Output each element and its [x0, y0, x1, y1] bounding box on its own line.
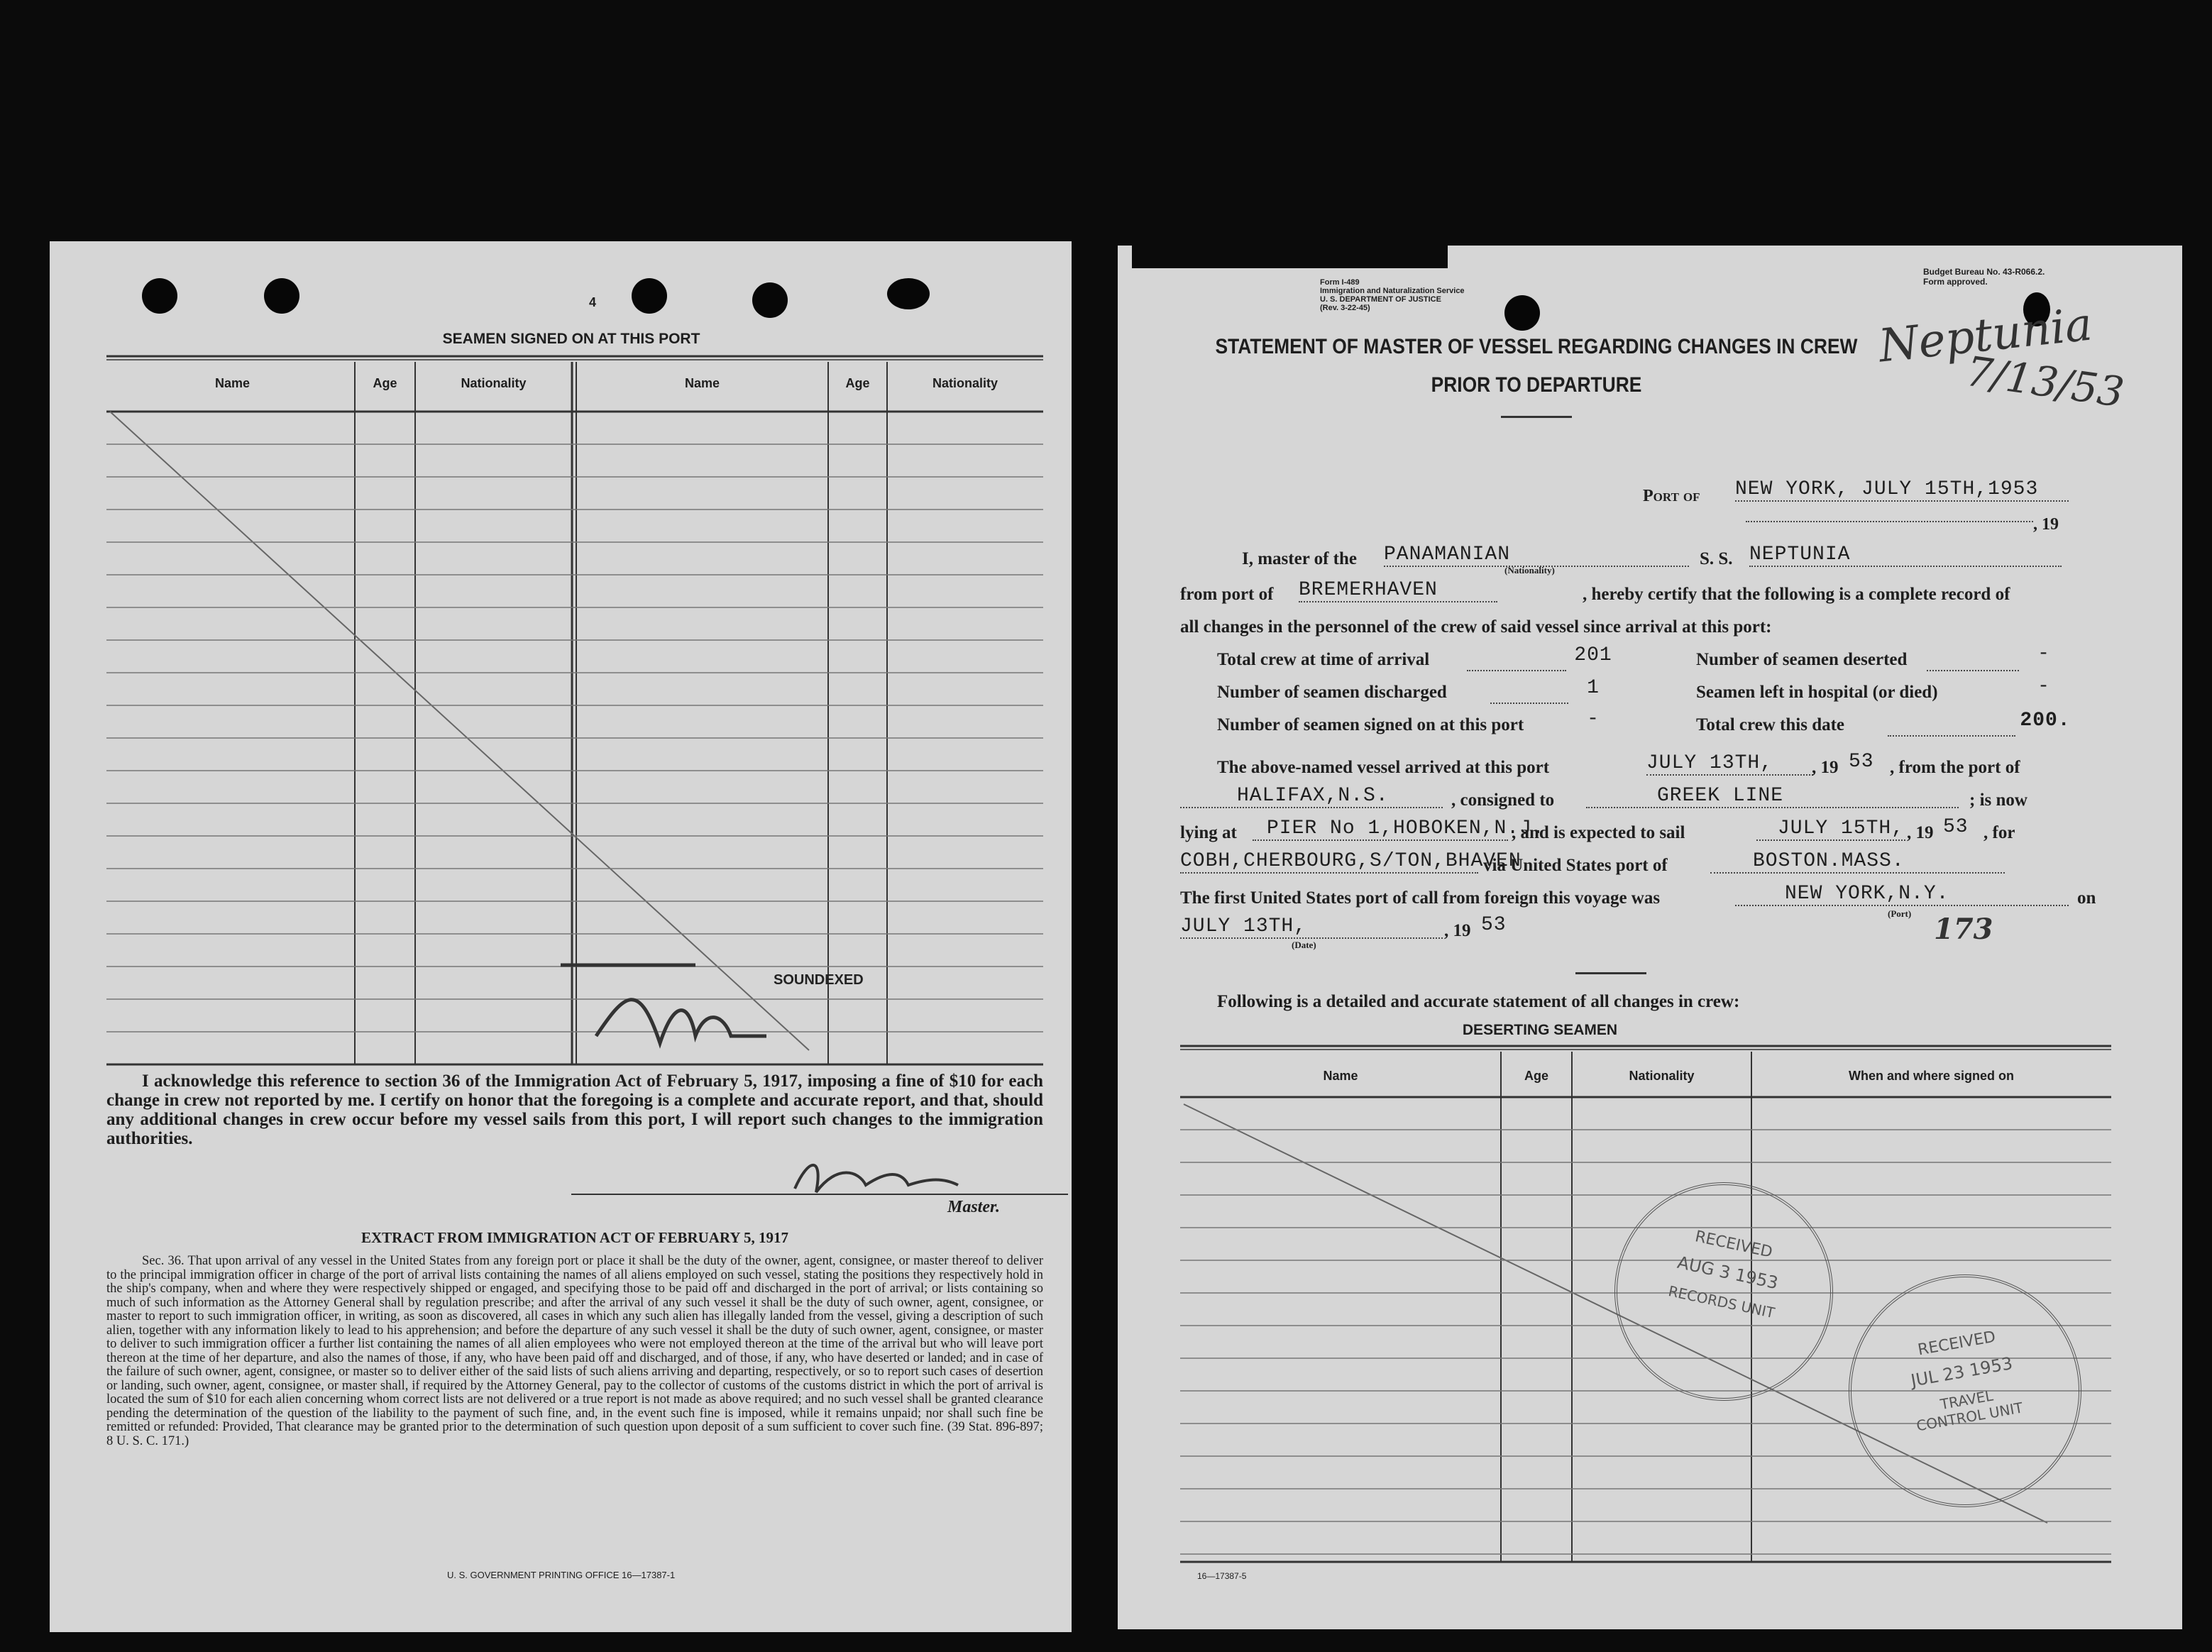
stat-hospital: -: [2037, 676, 2050, 698]
col-nationality: Nationality: [461, 376, 527, 390]
date-caption: (Date): [1292, 940, 1316, 950]
year-label: , 19: [1907, 823, 1934, 842]
stat-hospital-label: Seamen left in hospital (or died): [1696, 683, 1938, 702]
from-port-label: from port of: [1180, 585, 1274, 604]
certify-text-2: all changes in the personnel of the crew of said vessel since arrival at this port:: [1180, 617, 1772, 637]
port-label: Port of: [1643, 487, 1700, 505]
certify-text: , hereby certify that the following is a complete record of: [1583, 585, 2010, 604]
form-identifier: Form I-489 Immigration and Naturalization Service U. S. DEPARTMENT OF JUSTICE (Rev. 3-22-45): [1320, 278, 1465, 312]
stat-discharged: 1: [1587, 677, 1600, 699]
col-age: Age: [1524, 1069, 1548, 1083]
expected-label: , and is expected to sail: [1512, 823, 1685, 842]
col-age: Age: [373, 376, 397, 390]
budget-bureau: Budget Bureau No. 43-R066.2. Form approved.: [1923, 267, 2045, 287]
nationality-caption: (Nationality): [1504, 565, 1555, 576]
vessel-name: NEPTUNIA: [1749, 544, 2062, 567]
for-label: , for: [1983, 823, 2015, 842]
handwritten-vessel: Neptunia: [1876, 298, 2095, 373]
previous-port: HALIFAX,N.S.: [1180, 785, 1443, 808]
col-signed-on: When and where signed on: [1848, 1069, 2014, 1083]
lying-at-label: lying at: [1180, 823, 1237, 842]
nationality-value: PANAMANIAN: [1384, 544, 1689, 567]
deserting-title: DESERTING SEAMEN: [1462, 1022, 1618, 1038]
col-name: Name: [684, 376, 720, 390]
port-caption: (Port): [1888, 908, 1912, 919]
consignee: GREEK LINE: [1586, 785, 1959, 808]
from-port-value: BREMERHAVEN: [1299, 579, 1497, 602]
first-year: 53: [1481, 914, 1507, 936]
is-now-label: ; is now: [1969, 791, 2027, 810]
stat-total-now: 200.: [2020, 710, 2071, 732]
form-title: STATEMENT OF MASTER OF VESSEL REGARDING CHANGES IN CREW: [1215, 335, 1858, 358]
following-text: Following is a detailed and accurate statement of all changes in crew:: [1217, 992, 1740, 1011]
first-port: NEW YORK,N.Y.: [1735, 883, 2069, 906]
stat-total-arrival-label: Total crew at time of arrival: [1217, 650, 1430, 669]
first-date: JULY 13TH,: [1180, 915, 1443, 939]
via-port: BOSTON.MASS.: [1710, 850, 2005, 874]
stat-total-now-label: Total crew this date: [1696, 715, 1845, 734]
consigned-label: , consigned to: [1451, 791, 1555, 810]
year-sail: 53: [1943, 816, 1969, 838]
handwritten-number: 173: [1934, 913, 1993, 946]
acknowledgment-text: I acknowledge this reference to section 36 of the Immigration Act of February 5, 1917, imposing a fine of $10 for each change in crew not reported by me. I certify on honor that the foregoing is a complete and accurate report, and that, should any additional changes in crew occur before my vessel sails from this port, I will report such changes to the immigration authorities.: [106, 1072, 1043, 1148]
pier: PIER No 1,HOBOKEN,N.J.: [1253, 817, 1508, 841]
port-value: NEW YORK, JULY 15TH,1953: [1735, 478, 2069, 502]
col-name: Name: [1323, 1069, 1358, 1083]
destinations: COBH,CHERBOURG,S/TON,BHAVEN: [1180, 850, 1522, 872]
year-label: , 19: [1444, 921, 1471, 940]
left-footer: U. S. GOVERNMENT PRINTING OFFICE 16—17387-1: [447, 1570, 676, 1580]
received-stamp-records: RECEIVED AUG 3 1953 RECORDS UNIT: [1594, 1162, 1853, 1421]
signature-line: [571, 1194, 1068, 1195]
year-label: , 19: [1812, 758, 1839, 777]
sail-date: JULY 15TH,: [1756, 817, 1905, 841]
via-label: via United States port of: [1483, 856, 1668, 875]
col-nationality: Nationality: [1629, 1069, 1695, 1083]
year-label: , 19: [2033, 515, 2059, 534]
left-page: [50, 241, 1072, 1632]
handwritten-date: 7/13/53: [1963, 346, 2128, 417]
page-number: 4: [588, 295, 596, 309]
arrived-label: The above-named vessel arrived at this port: [1217, 758, 1550, 777]
col-nationality: Nationality: [932, 376, 998, 390]
stat-signed-on: -: [1587, 708, 1600, 730]
right-page: [1118, 246, 2182, 1629]
initials-mark: [554, 951, 781, 1064]
extract-title: EXTRACT FROM IMMIGRATION ACT OF FEBRUARY 5, 1917: [361, 1229, 789, 1246]
received-stamp-travel-control: RECEIVED JUL 23 1953 TRAVEL CONTROL UNIT: [1830, 1256, 2100, 1526]
right-footer: 16—17387-5: [1197, 1571, 1247, 1581]
master-label: Master.: [947, 1198, 1001, 1216]
stat-total-arrival: 201: [1574, 644, 1612, 666]
first-port-label: The first United States port of call from foreign this voyage was: [1180, 888, 1661, 908]
year-arrived: 53: [1849, 751, 1874, 773]
arrived-date: JULY 13TH,: [1646, 752, 1813, 776]
from-port-label-2: , from the port of: [1890, 758, 2020, 777]
page-title: SEAMEN SIGNED ON AT THIS PORT: [442, 331, 700, 347]
stat-deserted-label: Number of seamen deserted: [1696, 650, 1908, 669]
soundexed-stamp: SOUNDEXED: [774, 972, 864, 988]
col-name: Name: [214, 376, 251, 390]
form-title-2: PRIOR TO DEPARTURE: [1431, 373, 1642, 397]
stat-discharged-label: Number of seamen discharged: [1217, 683, 1447, 702]
col-age: Age: [845, 376, 870, 390]
ss-label: S. S.: [1700, 549, 1733, 568]
stat-signed-on-label: Number of seamen signed on at this port: [1217, 715, 1524, 734]
on-label: on: [2077, 888, 2096, 908]
extract-text: Sec. 36. That upon arrival of any vessel in the United States from any foreign port or place it shall be the duty of the owner, agent, consignee, or master thereof to deliver to the principal immigration officer in charge of the port of arrival lists containing the names of all aliens employed on such vessel, stating the positions they respectively hold in the ship's company, when and where they were respectively shipped or engaged, and specifying those to be paid off and discharged in the port of arrival; or lists containing so much of such information as the Attorney General shall by regulation prescribe; and after the arrival of any such vessel it shall be the duty of such owner, agent, consignee, or master to report to such immigration officer, in writing, as soon as discovered, all cases in which any such alien has illegally landed from the vessel, giving a description of such alien, together with any information likely to lead to his apprehension; and before the departure of any such vessel it shall be the duty of such owner, agent, consignee, or master to deliver to such immigration officer a further list containing the names of all alien employees who were not employed thereon at the time of the arrival but who will leave port thereon at the time of her departure, and also the names of those, if any, who have been paid off and discharged, and of those, if any, who have deserted or landed; and in case of the failure of such owner, agent, consignee, or master so to deliver either of the said lists of such aliens arriving and departing, respectively, or so to report such cases of desertion or landing, such owner, agent, consignee, or master shall, if required by the Attorney General, pay to the collector of customs of the customs district in which the port of arrival is located the sum of $10 for each alien concerning whom correct lists are not delivered or a true report is not made as above required; and no such vessel shall be granted clearance pending the determination of the question of the liability to the payment of such fine, and, in the event such fine is imposed, while it remains unpaid; nor shall such fine be remitted or refunded: Provided, That clearance may be granted prior to the determination of such question upon deposit of a sum sufficient to cover such fine. (39 Stat. 896-897; 8 U. S. C. 171.): [106, 1254, 1043, 1448]
stat-deserted: -: [2037, 643, 2050, 665]
master-of-label: I, master of the: [1242, 549, 1357, 568]
